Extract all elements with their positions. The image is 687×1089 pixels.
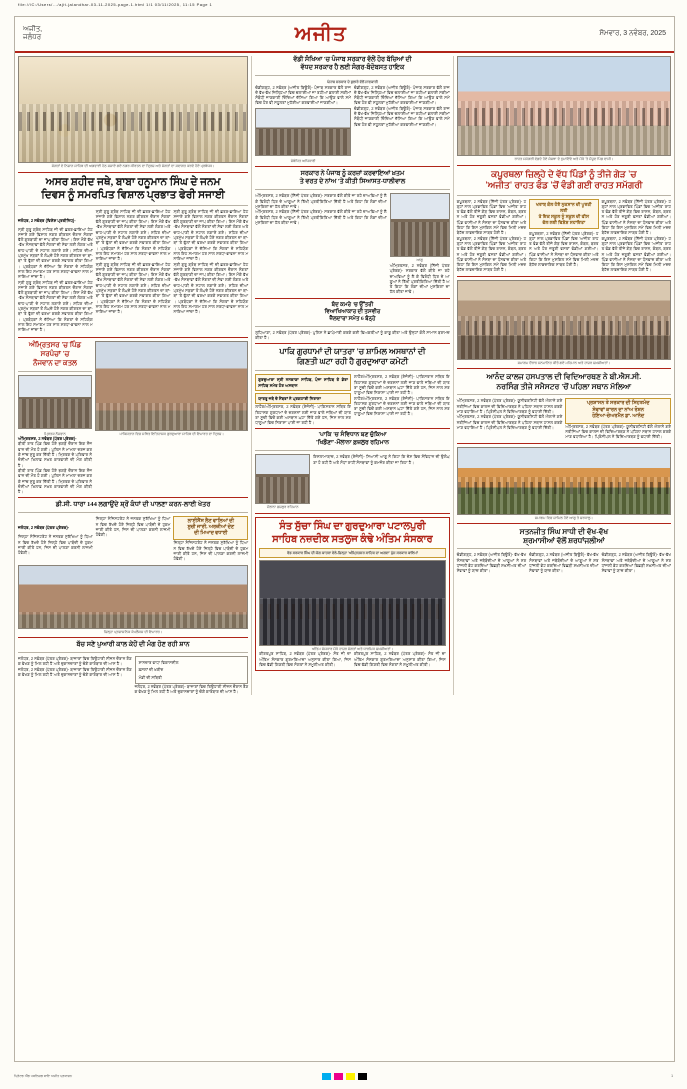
swatch-yellow — [346, 1073, 355, 1080]
lead-body-2b: ਸ੍ਰੀ ਗੁਰੂ ਗ੍ਰੰਥ ਸਾਹਿਬ ਜੀ ਦੀ ਛਤਰ-ਛਾਇਆ ਹੇਠ ਸਜਾਏ ਗਏ ਵਿਸ਼ਾਲ ਨਗਰ ਕੀਰਤਨ ਦੌਰਾਨ ਸੰਗਤਾਂ ਵੱਲੋਂ ਗੁਰਬਾਣੀ ਦਾ ਜਾਪ ਕੀਤਾ ਗਿਆ। ਇਸ ਮੌਕੇ ਵੱਖ-ਵੱਖ ਸੰਸਥਾਵਾਂ ਵੱਲੋਂ ਸੰਗਤਾਂ ਦੀ ਸੇਵਾ ਲਈ ਲੰਗਰ ਅਤੇ ਚਾਹ-ਪਾਣੀ ਦੇ ਸਟਾਲ ਲਗਾਏ ਗਏ। ਸ਼ਹਿਰ ਦੀਆਂ ਪ੍ਰਮੁੱਖ ਸੜਕਾਂ ਤੋਂ ਲੰਘਦੇ ਹੋਏ ਨਗਰ ਕੀਰਤਨ ਦਾ ਥਾਂ-ਥਾਂ 'ਤੇ ਫੁੱਲਾਂ ਦੀ ਵਰਖਾ ਕਰਕੇ ਸਵਾਗਤ ਕੀਤਾ ਗਿਆ। ਪ੍ਰਬੰਧਕਾਂ ਨੇ ਦੱਸਿਆ ਕਿ ਸੰਗਤਾਂ ਦੇ ਸਹਿਯੋਗ ਨਾਲ ਇਹ ਸਮਾਗਮ ਹਰ ਸਾਲ ਸ਼ਰਧਾ-ਭਾਵਨਾ ਨਾਲ ਮਨਾਇਆ ਜਾਂਦਾ ਹੈ। — [95, 261, 171, 315]
left-bottom-body-2: ਜ਼ਿਲ੍ਹਾ ਮੈਜਿਸਟਰੇਟ ਨੇ ਜਨਤਕ ਸੁਰੱਖਿਆ ਨੂੰ ਧਿਆਨ ਵਿਚ ਰੱਖਦੇ ਹੋਏ ਜ਼ਿਲ੍ਹੇ ਵਿਚ ਪਾਬੰਦੀ ਦੇ ਹੁਕਮ ਜਾਰੀ ਕੀਤੇ ਹਨ, ਜਿਸ ਦੀ ਪਾਲਣਾ ਕਰਨੀ ਲਾਜ਼ਮੀ ਹੋਵੇਗੀ। — [95, 516, 171, 538]
left-lowest-body-2: ਜਲੰਧਰ, 2 ਨਵੰਬਰ (ਪੱਤਰ ਪ੍ਰੇਰਕ)- ਬਾਜ਼ਾਰਾਂ ਵਿਚ ਤਿਉਹਾਰੀ ਸੀਜ਼ਨ ਦੌਰਾਨ ਰੌਣਕ ਵੇਖਣ ਨੂੰ ਮਿਲ ਰਹੀ ਹੈ ਅਤੇ ਦੁਕਾਨਦਾਰਾਂ ਨੂੰ ਚੰਗੇ ਕਾਰੋਬਾਰ ਦੀ ਆਸ ਹੈ। — [134, 684, 249, 695]
lead-photo — [18, 56, 248, 163]
pak-constitution-body: ਇਸਲਾਮਾਬਾਦ, 2 ਨਵੰਬਰ (ਏਜੰਸੀ)- ਸਿਆਸੀ ਆਗੂ ਨੇ ਕਿਹਾ ਕਿ ਦੇਸ਼ ਵਿਚ ਸੰਵਿਧਾਨ ਦੀ ਉਲੰਘਣਾ ਹੋ ਰਹੀ ਹੈ ਅਤੇ ਸੋਧਾਂ ਰਾਹੀਂ ਸੰਸਥਾਵਾਂ ਨੂੰ ਕਮਜ਼ੋਰ ਕੀਤਾ ਜਾ ਰਿਹਾ ਹੈ। — [313, 454, 450, 465]
mid-second-portrait-caption: ਆਗੂ — [416, 258, 423, 263]
cell: ਫ਼ਸਲਾਂ ਦੀ ਖ਼ਰੀਦ — [138, 667, 164, 673]
swatch-black — [358, 1073, 367, 1080]
left-second-body: ਬੀਤੀ ਰਾਤ ਪਿੰਡ ਵਿਚ ਹੋਏ ਝਗੜੇ ਦੌਰਾਨ ਇਕ ਨੌਜਵਾਨ ਦੀ ਮੌਤ ਹੋ ਗਈ। ਪੁਲਿਸ ਨੇ ਮਾਮਲਾ ਦਰਜ ਕਰਕੇ ਜਾਂਚ ਸ਼ੁਰੂ ਕਰ ਦਿੱਤੀ ਹੈ। ਮ੍ਰਿਤਕ ਦੇ ਪਰਿਵਾਰ ਨੇ ਦੋਸ਼ੀਆਂ ਖ਼ਿਲਾਫ਼ ਸਖ਼ਤ ਕਾਰਵਾਈ ਦੀ ਮੰਗ ਕੀਤੀ ਹੈ। — [18, 441, 92, 468]
mid-second-headline: ਸਰਕਾਰ ਨੇ ਪੰਜਾਬ ਨੂੰ ਕਰਜ਼ਾਂ ਕਰਵਾਇਆਂ ਖ਼ਤਮ ਤੇ ਵਰਤ ਦੇ ਨਾਂਅ 'ਤੇ ਕੀਤੀ ਸਿਆਸਤ-ਧਾਲੀਵਾਲ — [299, 170, 406, 186]
left-bottom-photo — [18, 565, 248, 629]
relief-body-3: ਕਪੂਰਥਲਾ, 2 ਨਵੰਬਰ (ਨਿੱਜੀ ਪੱਤਰ ਪ੍ਰੇਰਕ)- ਹੜ੍ਹਾਂ ਨਾਲ ਪ੍ਰਭਾਵਿਤ ਪਿੰਡਾਂ ਵਿਚ 'ਅਜੀਤ' ਰਾਹਤ ਫੰਡ ਵੱਲੋਂ ਤੀਜੇ ਗੇੜ ਵਿਚ ਰਾਸ਼ਨ, ਕੰਬਲ, ਬਰਤਨ ਅਤੇ ਹੋਰ ਜ਼ਰੂਰੀ ਵਸਤਾਂ ਵੰਡੀਆਂ ਗਈਆਂ। ਪਿੰਡ ਵਾਸੀਆਂ ਨੇ ਸੰਸਥਾ ਦਾ ਧੰਨਵਾਦ ਕੀਤਾ ਅਤੇ ਕਿਹਾ ਕਿ ਇਸ ਮੁਸ਼ਕਿਲ ਸਮੇਂ ਵਿਚ ਮਿਲੀ ਮਦਦ ਬੇਹੱਦ ਲਾਭਦਾਇਕ ਸਾਬਤ ਹੋਈ ਹੈ। — [601, 198, 671, 236]
lead-body-3: ਸ੍ਰੀ ਗੁਰੂ ਗ੍ਰੰਥ ਸਾਹਿਬ ਜੀ ਦੀ ਛਤਰ-ਛਾਇਆ ਹੇਠ ਸਜਾਏ ਗਏ ਵਿਸ਼ਾਲ ਨਗਰ ਕੀਰਤਨ ਦੌਰਾਨ ਸੰਗਤਾਂ ਵੱਲੋਂ ਗੁਰਬਾਣੀ ਦਾ ਜਾਪ ਕੀਤਾ ਗਿਆ। ਇਸ ਮੌਕੇ ਵੱਖ-ਵੱਖ ਸੰਸਥਾਵਾਂ ਵੱਲੋਂ ਸੰਗਤਾਂ ਦੀ ਸੇਵਾ ਲਈ ਲੰਗਰ ਅਤੇ ਚਾਹ-ਪਾਣੀ ਦੇ ਸਟਾਲ ਲਗਾਏ ਗਏ। ਸ਼ਹਿਰ ਦੀਆਂ ਪ੍ਰਮੁੱਖ ਸੜਕਾਂ ਤੋਂ ਲੰਘਦੇ ਹੋਏ ਨਗਰ ਕੀਰਤਨ ਦਾ ਥਾਂ-ਥਾਂ 'ਤੇ ਫੁੱਲਾਂ ਦੀ ਵਰਖਾ ਕਰਕੇ ਸਵਾਗਤ ਕੀਤਾ ਗਿਆ। ਪ੍ਰਬੰਧਕਾਂ ਨੇ ਦੱਸਿਆ ਕਿ ਸੰਗਤਾਂ ਦੇ ਸਹਿਯੋਗ ਨਾਲ ਇਹ ਸਮਾਗਮ ਹਰ ਸਾਲ ਸ਼ਰਧਾ-ਭਾਵਨਾ ਨਾਲ ਮਨਾਇਆ ਜਾਂਦਾ ਹੈ। — [173, 208, 249, 262]
browser-url-strip: file:///C:/Users/.../ajit-jalandhar-03-11-2025-page-1.html 1/1 03/11/2025, 11:15 Page 1 — [0, 0, 687, 16]
pak-body-2b: ਲਾਹੌਰ/ਅੰਮ੍ਰਿਤਸਰ, 2 ਨਵੰਬਰ (ਏਜੰਸੀ)- ਪਾਕਿਸਤਾਨ ਸਥਿਤ ਇਤਿਹਾਸਕ ਗੁਰਧਾਮਾਂ ਦੇ ਦਰਸ਼ਨਾਂ ਲਈ ਜਾਣ ਵਾਲੇ ਜਥਿਆਂ ਦੀ ਯਾਤਰਾ ਸੂਚੀ ਵਿਚੋਂ ਕਈ ਅਸਥਾਨ ਘਟਾ ਦਿੱਤੇ ਗਏ ਹਨ, ਜਿਸ ਨਾਲ ਸ਼ਰਧਾਲੂਆਂ ਵਿਚ ਨਿਰਾਸ਼ਾ ਪਾਈ ਜਾ ਰਹੀ ਹੈ। — [353, 395, 450, 417]
mid-top-headline: ਵੱਡੀ ਸੰਖਿਆ 'ਚ ਪੰਜਾਬ ਸਰਕਾਰ ਵੱਲੋਂ ਹੋਰ ਬੱਚਿਆਂ ਦੀ ਵੱਧਦ ਸਰਕਾਰ ਹੈ ਲਈ ਸੰਗਰ-ਬੰਦੋਬਸਤ ਹਾਇਕ — [293, 56, 412, 71]
left-lowest-table — [138, 659, 246, 681]
table-row — [138, 659, 246, 666]
color-registration-swatches — [322, 1073, 370, 1080]
masthead — [15, 17, 674, 53]
relief-photo-caption: ਰਾਹਤ ਸਮੱਗਰੀ ਵੰਡਦੇ ਹੋਏ ਸੰਸਥਾ ਦੇ ਨੁਮਾਇੰਦੇ ਅਤੇ ਮੌਕੇ 'ਤੇ ਮੌਜੂਦ ਪਿੰਡ ਵਾਸੀ। — [514, 157, 614, 161]
relief-highlight: ਖਰਾਬ ਕੋਲ ਹੋਏ ਨੁਕਸਾਨ ਦੀ ਪੂਰਤੀ ਲਈ ਤੇ ਇਕ ਸਕੂਲ ਨੂੰ ਸਕੂਲ ਦੀ ਫੀਸ ਵੱਲ ਲਈ ਵਿਸ਼ੇਸ਼ ਸਹਾਇਤਾ — [536, 201, 592, 225]
footer-bar — [14, 1069, 673, 1083]
swatch-cyan — [322, 1073, 331, 1080]
mid-top-body: ਚੰਡੀਗੜ੍ਹ, 2 ਨਵੰਬਰ (ਅਜੀਤ ਬਿਊਰੋ)- ਪੰਜਾਬ ਸਰਕਾਰ ਵੱਲੋਂ ਰਾਜ ਦੇ ਵੱਖ-ਵੱਖ ਜ਼ਿਲ੍ਹਿਆਂ ਵਿਚ ਚਲਾਈਆਂ ਜਾ ਰਹੀਆਂ ਭਲਾਈ ਸਕੀਮਾਂ ਸੰਬੰਧੀ ਜਾਣਕਾਰੀ ਦਿੰਦਿਆਂ ਦੱਸਿਆ ਗਿਆ ਕਿ ਆਉਣ ਵਾਲੇ ਸਮੇਂ ਵਿਚ ਹੋਰ ਵੀ ਸਹੂਲਤਾਂ ਮੁਹੱਈਆ ਕਰਵਾਈਆਂ ਜਾਣਗੀਆਂ। — [255, 84, 351, 106]
left-second-headline: ਅੰਮ੍ਰਿਤਸਰ 'ਚ ਪਿੰਡ ਸਰਪੰਚਾਂ 'ਚ ਨੌਜਵਾਨ ਦਾ ਕਤਲ — [28, 340, 82, 367]
left-lowest-body: ਜਲੰਧਰ, 2 ਨਵੰਬਰ (ਪੱਤਰ ਪ੍ਰੇਰਕ)- ਬਾਜ਼ਾਰਾਂ ਵਿਚ ਤਿਉਹਾਰੀ ਸੀਜ਼ਨ ਦੌਰਾਨ ਰੌਣਕ ਵੇਖਣ ਨੂੰ ਮਿਲ ਰਹੀ ਹੈ ਅਤੇ ਦੁਕਾਨਦਾਰਾਂ ਨੂੰ ਚੰਗੇ ਕਾਰੋਬਾਰ ਦੀ ਆਸ ਹੈ। — [18, 656, 132, 667]
swatch-magenta — [334, 1073, 343, 1080]
mid-top-body-2: ਚੰਡੀਗੜ੍ਹ, 2 ਨਵੰਬਰ (ਅਜੀਤ ਬਿਊਰੋ)- ਪੰਜਾਬ ਸਰਕਾਰ ਵੱਲੋਂ ਰਾਜ ਦੇ ਵੱਖ-ਵੱਖ ਜ਼ਿਲ੍ਹਿਆਂ ਵਿਚ ਚਲਾਈਆਂ ਜਾ ਰਹੀਆਂ ਭਲਾਈ ਸਕੀਮਾਂ ਸੰਬੰਧੀ ਜਾਣਕਾਰੀ ਦਿੰਦਿਆਂ ਦੱਸਿਆ ਗਿਆ ਕਿ ਆਉਣ ਵਾਲੇ ਸਮੇਂ ਵਿਚ ਹੋਰ ਵੀ ਸਹੂਲਤਾਂ ਮੁਹੱਈਆ ਕਰਵਾਈਆਂ ਜਾਣਗੀਆਂ। — [353, 84, 450, 106]
left-bottom-body-3: ਜ਼ਿਲ੍ਹਾ ਮੈਜਿਸਟਰੇਟ ਨੇ ਜਨਤਕ ਸੁਰੱਖਿਆ ਨੂੰ ਧਿਆਨ ਵਿਚ ਰੱਖਦੇ ਹੋਏ ਜ਼ਿਲ੍ਹੇ ਵਿਚ ਪਾਬੰਦੀ ਦੇ ਹੁਕਮ ਜਾਰੀ ਕੀਤੇ ਹਨ, ਜਿਸ ਦੀ ਪਾਲਣਾ ਕਰਨੀ ਲਾਜ਼ਮੀ ਹੋਵੇਗੀ। — [173, 540, 249, 562]
pak-gurdwara-headline: ਪਾਕਿ ਗੁਰਧਾਮਾਂ ਦੀ ਯਾਤਰਾ 'ਚ ਸ਼ਾਮਿਲ ਅਸਥਾਨਾਂ ਦੀ ਗਿਣਤੀ ਘਟਾ ਰਹੀ ਹੈ ਗੁਰਦੁਆਰਾ ਕਮੇਟੀ — [279, 347, 426, 367]
left-bottom-subbox: ਲਾਈਸੈਂਸ ਲੈਣ ਵਾਲਿਆਂ ਦੀ ਸੂਚੀ ਜਾਰੀ, ਅਰਜ਼ੀਆਂ ਦੇਣ ਦੀ ਮਿਆਦ ਵਧਾਈ — [187, 519, 235, 537]
tribute-photo-caption: ਸਮਾਗਮ ਵਿਚ ਸ਼ਾਮਿਲ ਹੋਏ ਆਗੂ ਤੇ ਸ਼ਰਧਾਲੂ। — [534, 515, 593, 520]
nursing-photo-caption: ਸਮਾਗਮ ਦੌਰਾਨ ਸਨਮਾਨਿਤ ਕੀਤੇ ਗਏ ਮਹਿਮਾਨ ਅਤੇ ਹਾਜ਼ਰ ਸ਼ਖ਼ਸੀਅਤਾਂ। — [517, 360, 611, 365]
sant-sub: ਵੱਡ ਸਰਕਾਰ ਸਿੰਘ ਦੀ ਯੋਗ ਯਾਤਰਾ ਵੇਲੇ-ਜ਼ਿਲ੍ਹਾ 'ਅੰਮ੍ਰਿਤਸਰ ਸਾਹਿਬ ਦਾ ਅਗਵਾ' ਪੁੱਜ ਸਰਕਾਰ ਕਾਇਮਾਂ — [287, 551, 418, 556]
mid-second-body-b: ਅੰਮ੍ਰਿਤਸਰ, 2 ਨਵੰਬਰ (ਨਿੱਜੀ ਪੱਤਰ ਪ੍ਰੇਰਕ)- ਸਰਕਾਰ ਵੱਲੋਂ ਕੀਤੇ ਜਾ ਰਹੇ ਦਾਅਵਿਆਂ ਨੂੰ ਲੈ ਕੇ ਵਿਰੋਧੀ ਧਿਰ ਦੇ ਆਗੂਆਂ ਨੇ ਤਿੱਖੀ ਪ੍ਰਤੀਕਿਰਿਆ ਦਿੱਤੀ ਹੈ ਅਤੇ ਕਿਹਾ ਕਿ ਲੋਕਾਂ ਦੀਆਂ ਮੁਸ਼ਕਿਲਾਂ ਦਾ ਹੱਲ ਕੀਤਾ ਜਾਵੇ। — [255, 209, 387, 225]
table-row — [138, 666, 246, 673]
masthead-date: ਸੋਮਵਾਰ, 3 ਨਵੰਬਰ, 2025 — [599, 30, 666, 37]
relief-body-2: ਕਪੂਰਥਲਾ, 2 ਨਵੰਬਰ (ਨਿੱਜੀ ਪੱਤਰ ਪ੍ਰੇਰਕ)- ਹੜ੍ਹਾਂ ਨਾਲ ਪ੍ਰਭਾਵਿਤ ਪਿੰਡਾਂ ਵਿਚ 'ਅਜੀਤ' ਰਾਹਤ ਫੰਡ ਵੱਲੋਂ ਤੀਜੇ ਗੇੜ ਵਿਚ ਰਾਸ਼ਨ, ਕੰਬਲ, ਬਰਤਨ ਅਤੇ ਹੋਰ ਜ਼ਰੂਰੀ ਵਸਤਾਂ ਵੰਡੀਆਂ ਗਈਆਂ। ਪਿੰਡ ਵਾਸੀਆਂ ਨੇ ਸੰਸਥਾ ਦਾ ਧੰਨਵਾਦ ਕੀਤਾ ਅਤੇ ਕਿਹਾ ਕਿ ਇਸ ਮੁਸ਼ਕਿਲ ਸਮੇਂ ਵਿਚ ਮਿਲੀ ਮਦਦ ਬੇਹੱਦ ਲਾਭਦਾਇਕ ਸਾਬਤ ਹੋਈ ਹੈ। — [529, 230, 599, 268]
cell: ਸ਼ਾਨਦਾਰ ਵਾਧਾ ਵਿਕਾਸਸ਼ੀਲ — [138, 660, 179, 666]
nursing-quote: ਪ੍ਰਸ਼ਾਸਨ ਤੇ ਸਰਕਾਰ ਦੀ ਸਿਹਤਮੰਦ ਸੇਵਾਵਾਂ ਕਾਰਨ ਦਾ ਨਾਂਅ ਰੋਸ਼ਨ ਹੋਇਆ-ਚੇਅਰਮੈਨ ਡਾ. ਆਨੰਦ — [586, 401, 650, 420]
gurdwara-photo — [95, 341, 248, 431]
lead-body-1b: ਸ੍ਰੀ ਗੁਰੂ ਗ੍ਰੰਥ ਸਾਹਿਬ ਜੀ ਦੀ ਛਤਰ-ਛਾਇਆ ਹੇਠ ਸਜਾਏ ਗਏ ਵਿਸ਼ਾਲ ਨਗਰ ਕੀਰਤਨ ਦੌਰਾਨ ਸੰਗਤਾਂ ਵੱਲੋਂ ਗੁਰਬਾਣੀ ਦਾ ਜਾਪ ਕੀਤਾ ਗਿਆ। ਇਸ ਮੌਕੇ ਵੱਖ-ਵੱਖ ਸੰਸਥਾਵਾਂ ਵੱਲੋਂ ਸੰਗਤਾਂ ਦੀ ਸੇਵਾ ਲਈ ਲੰਗਰ ਅਤੇ ਚਾਹ-ਪਾਣੀ ਦੇ ਸਟਾਲ ਲਗਾਏ ਗਏ। ਸ਼ਹਿਰ ਦੀਆਂ ਪ੍ਰਮੁੱਖ ਸੜਕਾਂ ਤੋਂ ਲੰਘਦੇ ਹੋਏ ਨਗਰ ਕੀਰਤਨ ਦਾ ਥਾਂ-ਥਾਂ 'ਤੇ ਫੁੱਲਾਂ ਦੀ ਵਰਖਾ ਕਰਕੇ ਸਵਾਗਤ ਕੀਤਾ ਗਿਆ। ਪ੍ਰਬੰਧਕਾਂ ਨੇ ਦੱਸਿਆ ਕਿ ਸੰਗਤਾਂ ਦੇ ਸਹਿਯੋਗ ਨਾਲ ਇਹ ਸਮਾਗਮ ਹਰ ਸਾਲ ਸ਼ਰਧਾ-ਭਾਵਨਾ ਨਾਲ ਮਨਾਇਆ ਜਾਂਦਾ ਹੈ। — [18, 279, 93, 333]
lead-headline: ਅਸਰ ਸ਼ਹੀਦ ਜਥੇ, ਬਾਬਾ ਹਨੂਮਾਨ ਸਿੰਘ ਦੇ ਜਨਮ ਦਿਵਸ ਨੂੰ ਸਮਰਪਿਤ ਵਿਸ਼ਾਲ ਪ੍ਰਭਾਤ ਫੇਰੀ ਸਜਾਈ — [41, 176, 225, 201]
tribute-headline: ਸਤਨਜੀਤ ਸਿੰਘ ਸਾਧੀ ਦੀ ਵੱਖ-ਵੱਖ ਸ਼੍ਰਮਾਸੀਆਂ ਵੱਲੋਂ ਸ਼ਰਧਾਂਜਲੀਆਂ — [519, 527, 609, 546]
mid-top-sub: ਪੰਜਾਬ ਸਰਕਾਰ ਦੇ ਬੁਲਾਰੇ ਵੱਲੋਂ ਜਾਣਕਾਰੀ — [327, 80, 378, 84]
relief-body-3b: ਕਪੂਰਥਲਾ, 2 ਨਵੰਬਰ (ਨਿੱਜੀ ਪੱਤਰ ਪ੍ਰੇਰਕ)- ਹੜ੍ਹਾਂ ਨਾਲ ਪ੍ਰਭਾਵਿਤ ਪਿੰਡਾਂ ਵਿਚ 'ਅਜੀਤ' ਰਾਹਤ ਫੰਡ ਵੱਲੋਂ ਤੀਜੇ ਗੇੜ ਵਿਚ ਰਾਸ਼ਨ, ਕੰਬਲ, ਬਰਤਨ ਅਤੇ ਹੋਰ ਜ਼ਰੂਰੀ ਵਸਤਾਂ ਵੰਡੀਆਂ ਗਈਆਂ। ਪਿੰਡ ਵਾਸੀਆਂ ਨੇ ਸੰਸਥਾ ਦਾ ਧੰਨਵਾਦ ਕੀਤਾ ਅਤੇ ਕਿਹਾ ਕਿ ਇਸ ਮੁਸ਼ਕਿਲ ਸਮੇਂ ਵਿਚ ਮਿਲੀ ਮਦਦ ਬੇਹੱਦ ਲਾਭਦਾਇਕ ਸਾਬਤ ਹੋਈ ਹੈ। — [601, 235, 671, 273]
nursing-body-b: ਅੰਮ੍ਰਿਤਸਰ, 2 ਨਵੰਬਰ (ਪੱਤਰ ਪ੍ਰੇਰਕ)- ਯੂਨੀਵਰਸਿਟੀ ਵੱਲੋਂ ਐਲਾਨੇ ਗਏ ਨਤੀਜਿਆਂ ਵਿਚ ਕਾਲਜ ਦੀ ਵਿਦਿਆਰਥਣ ਨੇ ਪਹਿਲਾ ਸਥਾਨ ਹਾਸਲ ਕਰਕੇ ਮਾਣ ਵਧਾਇਆ ਹੈ। ਪ੍ਰਿੰਸੀਪਲ ਨੇ ਵਿਦਿਆਰਥਣ ਨੂੰ ਵਧਾਈ ਦਿੱਤੀ। — [456, 414, 563, 430]
sant-body-2: ਕੀਰਤਪੁਰ ਸਾਹਿਬ, 2 ਨਵੰਬਰ (ਪੱਤਰ ਪ੍ਰੇਰਕ)- ਸੰਤ ਜੀ ਦਾ ਅੰਤਿਮ ਸੰਸਕਾਰ ਗੁਰਮਰਿਆਦਾ ਅਨੁਸਾਰ ਕੀਤਾ ਗਿਆ, ਜਿਸ ਵਿਚ ਵੱਡੀ ਗਿਣਤੀ ਵਿਚ ਸੰਗਤਾਂ ਨੇ ਸ਼ਮੂਲੀਅਤ ਕੀਤੀ। — [353, 651, 446, 667]
mid-top-portrait-caption: ਸੰਬੰਧਿਤ ਅਧਿਕਾਰੀ — [290, 158, 316, 163]
relief-headline: ਕਪੂਰਥਲਾ ਜ਼ਿਲ੍ਹੇ ਦੇ ਵੱਧ ਪਿੰਡਾਂ ਨੂੰ ਤੀਜੇ ਗੇੜ 'ਚ 'ਅਜੀਤ' ਰਾਹਤ ਫੰਡ 'ਚੋਂ ਵੰਡੀ ਗਈ ਰਾਹਤ ਸਮੱਗਰੀ — [485, 168, 643, 191]
relief-photo — [457, 56, 671, 156]
pak-bullet-1: ਗੁਰਦੁਆਰਾ ਸ੍ਰੀ ਨਨਕਾਣਾ ਸਾਹਿਬ, ਪੰਜਾ ਸਾਹਿਬ ਤੇ ਡੇਰਾ ਸਾਹਿਬ ਸਮੇਤ ਹੋਰ ਅਸਥਾਨ — [258, 377, 348, 388]
sant-photo — [259, 560, 445, 646]
left-second-dateline: ਅੰਮ੍ਰਿਤਸਰ, 2 ਨਵੰਬਰ (ਪੱਤਰ ਪ੍ਰੇਰਕ)- — [18, 436, 77, 442]
newspaper-sheet — [14, 16, 675, 1062]
gurdwara-photo-caption: ਪਾਕਿਸਤਾਨ ਵਿਚ ਸਥਿਤ ਇਤਿਹਾਸਕ ਗੁਰਦੁਆਰਾ ਸਾਹਿਬ ਦੀ ਇਮਾਰਤ ਦਾ ਦ੍ਰਿਸ਼। — [119, 431, 224, 436]
left-bottom-photo-caption: ਜ਼ਿਲ੍ਹਾ ਪ੍ਰਸ਼ਾਸਨਿਕ ਕੰਪਲੈਕਸ ਦੀ ਇਮਾਰਤ। — [103, 629, 163, 634]
lead-body-3b: ਸ੍ਰੀ ਗੁਰੂ ਗ੍ਰੰਥ ਸਾਹਿਬ ਜੀ ਦੀ ਛਤਰ-ਛਾਇਆ ਹੇਠ ਸਜਾਏ ਗਏ ਵਿਸ਼ਾਲ ਨਗਰ ਕੀਰਤਨ ਦੌਰਾਨ ਸੰਗਤਾਂ ਵੱਲੋਂ ਗੁਰਬਾਣੀ ਦਾ ਜਾਪ ਕੀਤਾ ਗਿਆ। ਇਸ ਮੌਕੇ ਵੱਖ-ਵੱਖ ਸੰਸਥਾਵਾਂ ਵੱਲੋਂ ਸੰਗਤਾਂ ਦੀ ਸੇਵਾ ਲਈ ਲੰਗਰ ਅਤੇ ਚਾਹ-ਪਾਣੀ ਦੇ ਸਟਾਲ ਲਗਾਏ ਗਏ। ਸ਼ਹਿਰ ਦੀਆਂ ਪ੍ਰਮੁੱਖ ਸੜਕਾਂ ਤੋਂ ਲੰਘਦੇ ਹੋਏ ਨਗਰ ਕੀਰਤਨ ਦਾ ਥਾਂ-ਥਾਂ 'ਤੇ ਫੁੱਲਾਂ ਦੀ ਵਰਖਾ ਕਰਕੇ ਸਵਾਗਤ ਕੀਤਾ ਗਿਆ। ਪ੍ਰਬੰਧਕਾਂ ਨੇ ਦੱਸਿਆ ਕਿ ਸੰਗਤਾਂ ਦੇ ਸਹਿਯੋਗ ਨਾਲ ਇਹ ਸਮਾਗਮ ਹਰ ਸਾਲ ਸ਼ਰਧਾ-ਭਾਵਨਾ ਨਾਲ ਮਨਾਇਆ ਜਾਂਦਾ ਹੈ। — [173, 261, 249, 315]
footer-left-note: ਪ੍ਰਿੰਟਡ ਐਂਡ ਪਬਲਿਸ਼ਡ ਬਾਇ ਅਜੀਤ ਪ੍ਰਕਾਸ਼ਨ — [14, 1074, 73, 1078]
left-bottom-headline: ਡੀ.ਸੀ. ਧਾਰਾ 144 ਲਗਾਉਂਦੇ ਸ਼੍ਰੋਂ ਕੰਧਾਂ ਦੀ ਪਾਲਣਾ ਕਰਨ-ਲਾਈ ਖੇਤਰ — [55, 501, 211, 509]
sant-headline: ਸੰਤ ਸੁੱਚਾ ਸਿੰਘ ਦਾ ਗੁਰਦੁਆਰਾ ਪਟਾਲਪੁਰੀ ਸਾਹਿਬ ਨਜ਼ਦੀਕ ਸਤਲੁਜ ਕੰਢੇ ਅੰਤਿਮ ਸੰਸਕਾਰ — [272, 521, 433, 545]
nursing-body-2: ਅੰਮ੍ਰਿਤਸਰ, 2 ਨਵੰਬਰ (ਪੱਤਰ ਪ੍ਰੇਰਕ)- ਯੂਨੀਵਰਸਿਟੀ ਵੱਲੋਂ ਐਲਾਨੇ ਗਏ ਨਤੀਜਿਆਂ ਵਿਚ ਕਾਲਜ ਦੀ ਵਿਦਿਆਰਥਣ ਨੇ ਪਹਿਲਾ ਸਥਾਨ ਹਾਸਲ ਕਰਕੇ ਮਾਣ ਵਧਾਇਆ ਹੈ। ਪ੍ਰਿੰਸੀਪਲ ਨੇ ਵਿਦਿਆਰਥਣ ਨੂੰ ਵਧਾਈ ਦਿੱਤੀ। — [565, 423, 672, 440]
pak-constitution-headline: 'ਪਾਕਿ 'ਚ ਸੰਵਿਧਾਨ ਬਣ ਚੁੱਕਿਆ 'ਖਿਡੌਣਾ'-ਮੌਲਾਨਾ ਫ਼ਜ਼ਲੁਰ ਰਹਿਮਾਨ — [315, 432, 390, 446]
lead-dateline: ਜਲੰਧਰ, 2 ਨਵੰਬਰ (ਵਿਸ਼ੇਸ਼ ਪ੍ਰਤੀਨਿਧ)- — [18, 217, 76, 223]
left-second-portrait-caption: ਮ੍ਰਿਤਕ ਨੌਜਵਾਨ — [44, 431, 66, 436]
mid-top-body-2b: ਚੰਡੀਗੜ੍ਹ, 2 ਨਵੰਬਰ (ਅਜੀਤ ਬਿਊਰੋ)- ਪੰਜਾਬ ਸਰਕਾਰ ਵੱਲੋਂ ਰਾਜ ਦੇ ਵੱਖ-ਵੱਖ ਜ਼ਿਲ੍ਹਿਆਂ ਵਿਚ ਚਲਾਈਆਂ ਜਾ ਰਹੀਆਂ ਭਲਾਈ ਸਕੀਮਾਂ ਸੰਬੰਧੀ ਜਾਣਕਾਰੀ ਦਿੰਦਿਆਂ ਦੱਸਿਆ ਗਿਆ ਕਿ ਆਉਣ ਵਾਲੇ ਸਮੇਂ ਵਿਚ ਹੋਰ ਵੀ ਸਹੂਲਤਾਂ ਮੁਹੱਈਆ ਕਰਵਾਈਆਂ ਜਾਣਗੀਆਂ। — [353, 105, 450, 127]
left-bottom-body: ਜ਼ਿਲ੍ਹਾ ਮੈਜਿਸਟਰੇਟ ਨੇ ਜਨਤਕ ਸੁਰੱਖਿਆ ਨੂੰ ਧਿਆਨ ਵਿਚ ਰੱਖਦੇ ਹੋਏ ਜ਼ਿਲ੍ਹੇ ਵਿਚ ਪਾਬੰਦੀ ਦੇ ਹੁਕਮ ਜਾਰੀ ਕੀਤੇ ਹਨ, ਜਿਸ ਦੀ ਪਾਲਣਾ ਕਰਨੀ ਲਾਜ਼ਮੀ ਹੋਵੇਗੀ। — [18, 534, 93, 556]
table-row — [138, 674, 246, 681]
footer-page-number: 1 — [671, 1074, 673, 1078]
sant-body: ਕੀਰਤਪੁਰ ਸਾਹਿਬ, 2 ਨਵੰਬਰ (ਪੱਤਰ ਪ੍ਰੇਰਕ)- ਸੰਤ ਜੀ ਦਾ ਅੰਤਿਮ ਸੰਸਕਾਰ ਗੁਰਮਰਿਆਦਾ ਅਨੁਸਾਰ ਕੀਤਾ ਗਿਆ, ਜਿਸ ਵਿਚ ਵੱਡੀ ਗਿਣਤੀ ਵਿਚ ਸੰਗਤਾਂ ਨੇ ਸ਼ਮੂਲੀਅਤ ਕੀਤੀ। — [259, 651, 351, 667]
tribute-body: ਚੰਡੀਗੜ੍ਹ, 2 ਨਵੰਬਰ (ਅਜੀਤ ਬਿਊਰੋ)- ਵੱਖ-ਵੱਖ ਸੰਸਥਾਵਾਂ ਅਤੇ ਜਥੇਬੰਦੀਆਂ ਦੇ ਆਗੂਆਂ ਨੇ ਸ਼ਰਧਾਂਜਲੀ ਭੇਟ ਕਰਦਿਆਂ ਵਿਛੜੀ ਸ਼ਖ਼ਸੀਅਤ ਦੀਆਂ ਸੇਵਾਵਾਂ ਨੂੰ ਯਾਦ ਕੀਤਾ। — [456, 552, 527, 574]
nursing-photo — [457, 280, 671, 360]
left-lowest-headline: ਬੱਚ ਸਣੇ ਪੁਆਰੀ ਕਾਲ ਕੇਹੋਂ ਦੀ ਮੰਗ ਹੋਣ ਰਹੀ ਸ਼ਾਨ — [76, 641, 190, 649]
relief-body-1b: ਕਪੂਰਥਲਾ, 2 ਨਵੰਬਰ (ਨਿੱਜੀ ਪੱਤਰ ਪ੍ਰੇਰਕ)- ਹੜ੍ਹਾਂ ਨਾਲ ਪ੍ਰਭਾਵਿਤ ਪਿੰਡਾਂ ਵਿਚ 'ਅਜੀਤ' ਰਾਹਤ ਫੰਡ ਵੱਲੋਂ ਤੀਜੇ ਗੇੜ ਵਿਚ ਰਾਸ਼ਨ, ਕੰਬਲ, ਬਰਤਨ ਅਤੇ ਹੋਰ ਜ਼ਰੂਰੀ ਵਸਤਾਂ ਵੰਡੀਆਂ ਗਈਆਂ। ਪਿੰਡ ਵਾਸੀਆਂ ਨੇ ਸੰਸਥਾ ਦਾ ਧੰਨਵਾਦ ਕੀਤਾ ਅਤੇ ਕਿਹਾ ਕਿ ਇਸ ਮੁਸ਼ਕਿਲ ਸਮੇਂ ਵਿਚ ਮਿਲੀ ਮਦਦ ਬੇਹੱਦ ਲਾਭਦਾਇਕ ਸਾਬਤ ਹੋਈ ਹੈ। — [456, 235, 527, 273]
tribute-photo — [457, 447, 671, 515]
small-col-headline: ਬੰਦ ਕਮਰੇ 'ਚ ਉੱਤਰੀ ਵਿਆਖਿਆਕਾਰ ਦੀ ਤਸਵੀਰ ਜ਼ੈਲਦਾਰਾ ਸਮੇਤ 6 ਬੰਨ੍ਹੇ — [324, 301, 381, 322]
small-col-body: ਲੁਧਿਆਣਾ, 2 ਨਵੰਬਰ (ਪੱਤਰ ਪ੍ਰੇਰਕ)- ਪੁਲਿਸ ਨੇ ਛਾਪੇਮਾਰੀ ਕਰਕੇ ਕਈ ਵਿਅਕਤੀਆਂ ਨੂੰ ਕਾਬੂ ਕੀਤਾ ਅਤੇ ਉਨ੍ਹਾਂ ਕੋਲੋਂ ਸਾਮਾਨ ਬਰਾਮਦ ਕੀਤਾ ਹੈ। — [255, 329, 450, 341]
sant-photo-caption: ਅੰਤਿਮ ਸੰਸਕਾਰ ਮੌਕੇ ਹਾਜ਼ਰ ਸੰਗਤਾਂ ਅਤੇ ਧਾਰਮਿਕ ਸ਼ਖ਼ਸੀਅਤਾਂ। — [311, 646, 393, 651]
tribute-body-2: ਚੰਡੀਗੜ੍ਹ, 2 ਨਵੰਬਰ (ਅਜੀਤ ਬਿਊਰੋ)- ਵੱਖ-ਵੱਖ ਸੰਸਥਾਵਾਂ ਅਤੇ ਜਥੇਬੰਦੀਆਂ ਦੇ ਆਗੂਆਂ ਨੇ ਸ਼ਰਧਾਂਜਲੀ ਭੇਟ ਕਰਦਿਆਂ ਵਿਛੜੀ ਸ਼ਖ਼ਸੀਅਤ ਦੀਆਂ ਸੇਵਾਵਾਂ ਨੂੰ ਯਾਦ ਕੀਤਾ। — [529, 552, 599, 574]
mid-second-body-2: ਅੰਮ੍ਰਿਤਸਰ, 2 ਨਵੰਬਰ (ਨਿੱਜੀ ਪੱਤਰ ਪ੍ਰੇਰਕ)- ਸਰਕਾਰ ਵੱਲੋਂ ਕੀਤੇ ਜਾ ਰਹੇ ਦਾਅਵਿਆਂ ਨੂੰ ਲੈ ਕੇ ਵਿਰੋਧੀ ਧਿਰ ਦੇ ਆਗੂਆਂ ਨੇ ਤਿੱਖੀ ਪ੍ਰਤੀਕਿਰਿਆ ਦਿੱਤੀ ਹੈ ਅਤੇ ਕਿਹਾ ਕਿ ਲੋਕਾਂ ਦੀਆਂ ਮੁਸ਼ਕਿਲਾਂ ਦਾ ਹੱਲ ਕੀਤਾ ਜਾਵੇ। — [389, 262, 450, 295]
maulana-portrait-caption: ਮੌਲਾਨਾ ਫ਼ਜ਼ਲੁਰ ਰਹਿਮਾਨ — [266, 505, 299, 510]
mid-top-portrait — [255, 108, 351, 156]
left-second-body-2: ਬੀਤੀ ਰਾਤ ਪਿੰਡ ਵਿਚ ਹੋਏ ਝਗੜੇ ਦੌਰਾਨ ਇਕ ਨੌਜਵਾਨ ਦੀ ਮੌਤ ਹੋ ਗਈ। ਪੁਲਿਸ ਨੇ ਮਾਮਲਾ ਦਰਜ ਕਰਕੇ ਜਾਂਚ ਸ਼ੁਰੂ ਕਰ ਦਿੱਤੀ ਹੈ। ਮ੍ਰਿਤਕ ਦੇ ਪਰਿਵਾਰ ਨੇ ਦੋਸ਼ੀਆਂ ਖ਼ਿਲਾਫ਼ ਸਖ਼ਤ ਕਾਰਵਾਈ ਦੀ ਮੰਗ ਕੀਤੀ ਹੈ। — [18, 467, 92, 495]
pak-body: ਲਾਹੌਰ/ਅੰਮ੍ਰਿਤਸਰ, 2 ਨਵੰਬਰ (ਏਜੰਸੀ)- ਪਾਕਿਸਤਾਨ ਸਥਿਤ ਇਤਿਹਾਸਕ ਗੁਰਧਾਮਾਂ ਦੇ ਦਰਸ਼ਨਾਂ ਲਈ ਜਾਣ ਵਾਲੇ ਜਥਿਆਂ ਦੀ ਯਾਤਰਾ ਸੂਚੀ ਵਿਚੋਂ ਕਈ ਅਸਥਾਨ ਘਟਾ ਦਿੱਤੇ ਗਏ ਹਨ, ਜਿਸ ਨਾਲ ਸ਼ਰਧਾਲੂਆਂ ਵਿਚ ਨਿਰਾਸ਼ਾ ਪਾਈ ਜਾ ਰਹੀ ਹੈ। — [255, 404, 351, 426]
maulana-portrait — [255, 454, 310, 504]
masthead-title: ਅਜੀਤ — [294, 22, 347, 45]
mid-second-body: ਅੰਮ੍ਰਿਤਸਰ, 2 ਨਵੰਬਰ (ਨਿੱਜੀ ਪੱਤਰ ਪ੍ਰੇਰਕ)- ਸਰਕਾਰ ਵੱਲੋਂ ਕੀਤੇ ਜਾ ਰਹੇ ਦਾਅਵਿਆਂ ਨੂੰ ਲੈ ਕੇ ਵਿਰੋਧੀ ਧਿਰ ਦੇ ਆਗੂਆਂ ਨੇ ਤਿੱਖੀ ਪ੍ਰਤੀਕਿਰਿਆ ਦਿੱਤੀ ਹੈ ਅਤੇ ਕਿਹਾ ਕਿ ਲੋਕਾਂ ਦੀਆਂ ਮੁਸ਼ਕਿਲਾਂ ਦਾ ਹੱਲ ਕੀਤਾ ਜਾਵੇ। — [255, 193, 387, 209]
relief-body: ਕਪੂਰਥਲਾ, 2 ਨਵੰਬਰ (ਨਿੱਜੀ ਪੱਤਰ ਪ੍ਰੇਰਕ)- ਹੜ੍ਹਾਂ ਨਾਲ ਪ੍ਰਭਾਵਿਤ ਪਿੰਡਾਂ ਵਿਚ 'ਅਜੀਤ' ਰਾਹਤ ਫੰਡ ਵੱਲੋਂ ਤੀਜੇ ਗੇੜ ਵਿਚ ਰਾਸ਼ਨ, ਕੰਬਲ, ਬਰਤਨ ਅਤੇ ਹੋਰ ਜ਼ਰੂਰੀ ਵਸਤਾਂ ਵੰਡੀਆਂ ਗਈਆਂ। ਪਿੰਡ ਵਾਸੀਆਂ ਨੇ ਸੰਸਥਾ ਦਾ ਧੰਨਵਾਦ ਕੀਤਾ ਅਤੇ ਕਿਹਾ ਕਿ ਇਸ ਮੁਸ਼ਕਿਲ ਸਮੇਂ ਵਿਚ ਮਿਲੀ ਮਦਦ ਬੇਹੱਦ ਲਾਭਦਾਇਕ ਸਾਬਤ ਹੋਈ ਹੈ। — [456, 198, 527, 236]
lead-body-2: ਸ੍ਰੀ ਗੁਰੂ ਗ੍ਰੰਥ ਸਾਹਿਬ ਜੀ ਦੀ ਛਤਰ-ਛਾਇਆ ਹੇਠ ਸਜਾਏ ਗਏ ਵਿਸ਼ਾਲ ਨਗਰ ਕੀਰਤਨ ਦੌਰਾਨ ਸੰਗਤਾਂ ਵੱਲੋਂ ਗੁਰਬਾਣੀ ਦਾ ਜਾਪ ਕੀਤਾ ਗਿਆ। ਇਸ ਮੌਕੇ ਵੱਖ-ਵੱਖ ਸੰਸਥਾਵਾਂ ਵੱਲੋਂ ਸੰਗਤਾਂ ਦੀ ਸੇਵਾ ਲਈ ਲੰਗਰ ਅਤੇ ਚਾਹ-ਪਾਣੀ ਦੇ ਸਟਾਲ ਲਗਾਏ ਗਏ। ਸ਼ਹਿਰ ਦੀਆਂ ਪ੍ਰਮੁੱਖ ਸੜਕਾਂ ਤੋਂ ਲੰਘਦੇ ਹੋਏ ਨਗਰ ਕੀਰਤਨ ਦਾ ਥਾਂ-ਥਾਂ 'ਤੇ ਫੁੱਲਾਂ ਦੀ ਵਰਖਾ ਕਰਕੇ ਸਵਾਗਤ ਕੀਤਾ ਗਿਆ। ਪ੍ਰਬੰਧਕਾਂ ਨੇ ਦੱਸਿਆ ਕਿ ਸੰਗਤਾਂ ਦੇ ਸਹਿਯੋਗ ਨਾਲ ਇਹ ਸਮਾਗਮ ਹਰ ਸਾਲ ਸ਼ਰਧਾ-ਭਾਵਨਾ ਨਾਲ ਮਨਾਇਆ ਜਾਂਦਾ ਹੈ। — [95, 208, 171, 262]
nursing-body: ਅੰਮ੍ਰਿਤਸਰ, 2 ਨਵੰਬਰ (ਪੱਤਰ ਪ੍ਰੇਰਕ)- ਯੂਨੀਵਰਸਿਟੀ ਵੱਲੋਂ ਐਲਾਨੇ ਗਏ ਨਤੀਜਿਆਂ ਵਿਚ ਕਾਲਜ ਦੀ ਵਿਦਿਆਰਥਣ ਨੇ ਪਹਿਲਾ ਸਥਾਨ ਹਾਸਲ ਕਰਕੇ ਮਾਣ ਵਧਾਇਆ ਹੈ। ਪ੍ਰਿੰਸੀਪਲ ਨੇ ਵਿਦਿਆਰਥਣ ਨੂੰ ਵਧਾਈ ਦਿੱਤੀ। — [456, 398, 563, 414]
lead-body-1: ਸ੍ਰੀ ਗੁਰੂ ਗ੍ਰੰਥ ਸਾਹਿਬ ਜੀ ਦੀ ਛਤਰ-ਛਾਇਆ ਹੇਠ ਸਜਾਏ ਗਏ ਵਿਸ਼ਾਲ ਨਗਰ ਕੀਰਤਨ ਦੌਰਾਨ ਸੰਗਤਾਂ ਵੱਲੋਂ ਗੁਰਬਾਣੀ ਦਾ ਜਾਪ ਕੀਤਾ ਗਿਆ। ਇਸ ਮੌਕੇ ਵੱਖ-ਵੱਖ ਸੰਸਥਾਵਾਂ ਵੱਲੋਂ ਸੰਗਤਾਂ ਦੀ ਸੇਵਾ ਲਈ ਲੰਗਰ ਅਤੇ ਚਾਹ-ਪਾਣੀ ਦੇ ਸਟਾਲ ਲਗਾਏ ਗਏ। ਸ਼ਹਿਰ ਦੀਆਂ ਪ੍ਰਮੁੱਖ ਸੜਕਾਂ ਤੋਂ ਲੰਘਦੇ ਹੋਏ ਨਗਰ ਕੀਰਤਨ ਦਾ ਥਾਂ-ਥਾਂ 'ਤੇ ਫੁੱਲਾਂ ਦੀ ਵਰਖਾ ਕਰਕੇ ਸਵਾਗਤ ਕੀਤਾ ਗਿਆ। ਪ੍ਰਬੰਧਕਾਂ ਨੇ ਦੱਸਿਆ ਕਿ ਸੰਗਤਾਂ ਦੇ ਸਹਿਯੋਗ ਨਾਲ ਇਹ ਸਮਾਗਮ ਹਰ ਸਾਲ ਸ਼ਰਧਾ-ਭਾਵਨਾ ਨਾਲ ਮਨਾਇਆ ਜਾਂਦਾ ਹੈ। — [18, 226, 93, 280]
left-second-portrait — [18, 375, 92, 429]
nursing-headline: ਆਨੰਦ ਕਾਲਜ ਹਸਪਤਾਲ ਦੀ ਵਿਦਿਆਰਥਣ ਨੇ ਬੀ.ਐਸ.ਸੀ. ਨਰਸਿੰਗ ਤੀਜੇ ਸਮੈਸਟਰ 'ਚੋਂ ਪਹਿਲਾ ਸਥਾਨ ਮੱਲਿਆ — [486, 372, 642, 391]
tribute-body-3: ਚੰਡੀਗੜ੍ਹ, 2 ਨਵੰਬਰ (ਅਜੀਤ ਬਿਊਰੋ)- ਵੱਖ-ਵੱਖ ਸੰਸਥਾਵਾਂ ਅਤੇ ਜਥੇਬੰਦੀਆਂ ਦੇ ਆਗੂਆਂ ਨੇ ਸ਼ਰਧਾਂਜਲੀ ਭੇਟ ਕਰਦਿਆਂ ਵਿਛੜੀ ਸ਼ਖ਼ਸੀਅਤ ਦੀਆਂ ਸੇਵਾਵਾਂ ਨੂੰ ਯਾਦ ਕੀਤਾ। — [601, 552, 671, 574]
mid-second-portrait — [390, 193, 450, 257]
masthead-edition: ਅਜੀਤ, ਜਲੰਧਰ — [23, 26, 43, 41]
pak-bullet-2: ਯਾਤਰੂ ਜਥੇ ਦੇ ਮੈਂਬਰਾਂ ਨੇ ਪ੍ਰਗਟਾਈ ਨਿਰਾਸ਼ਾ — [258, 395, 321, 401]
lead-photo-caption: ਸੰਗਤਾਂ ਦੇ ਨਿਸ਼ਾਨ ਸਾਹਿਬ ਦੀ ਅਗਵਾਈ ਹੇਠ ਸਜਾਏ ਗਏ ਨਗਰ ਕੀਰਤਨ ਦਾ ਦ੍ਰਿਸ਼ ਅਤੇ ਸੰਗਤਾਂ ਦਾ ਸਵਾਗਤ ਕਰਦੇ ਹੋਏ ਪ੍ਰਬੰਧਕ। — [51, 164, 215, 168]
left-bottom-dateline: ਜਲੰਧਰ, 2 ਨਵੰਬਰ (ਪੱਤਰ ਪ੍ਰੇਰਕ)- — [18, 525, 70, 531]
cell: ਮੰਡੀ ਦੀ ਸਥਿਤੀ — [138, 674, 162, 680]
left-lowest-body-1b: ਜਲੰਧਰ, 2 ਨਵੰਬਰ (ਪੱਤਰ ਪ੍ਰੇਰਕ)- ਬਾਜ਼ਾਰਾਂ ਵਿਚ ਤਿਉਹਾਰੀ ਸੀਜ਼ਨ ਦੌਰਾਨ ਰੌਣਕ ਵੇਖਣ ਨੂੰ ਮਿਲ ਰਹੀ ਹੈ ਅਤੇ ਦੁਕਾਨਦਾਰਾਂ ਨੂੰ ਚੰਗੇ ਕਾਰੋਬਾਰ ਦੀ ਆਸ ਹੈ। — [18, 666, 132, 678]
pak-body-2: ਲਾਹੌਰ/ਅੰਮ੍ਰਿਤਸਰ, 2 ਨਵੰਬਰ (ਏਜੰਸੀ)- ਪਾਕਿਸਤਾਨ ਸਥਿਤ ਇਤਿਹਾਸਕ ਗੁਰਧਾਮਾਂ ਦੇ ਦਰਸ਼ਨਾਂ ਲਈ ਜਾਣ ਵਾਲੇ ਜਥਿਆਂ ਦੀ ਯਾਤਰਾ ਸੂਚੀ ਵਿਚੋਂ ਕਈ ਅਸਥਾਨ ਘਟਾ ਦਿੱਤੇ ਗਏ ਹਨ, ਜਿਸ ਨਾਲ ਸ਼ਰਧਾਲੂਆਂ ਵਿਚ ਨਿਰਾਸ਼ਾ ਪਾਈ ਜਾ ਰਹੀ ਹੈ। — [353, 374, 450, 396]
